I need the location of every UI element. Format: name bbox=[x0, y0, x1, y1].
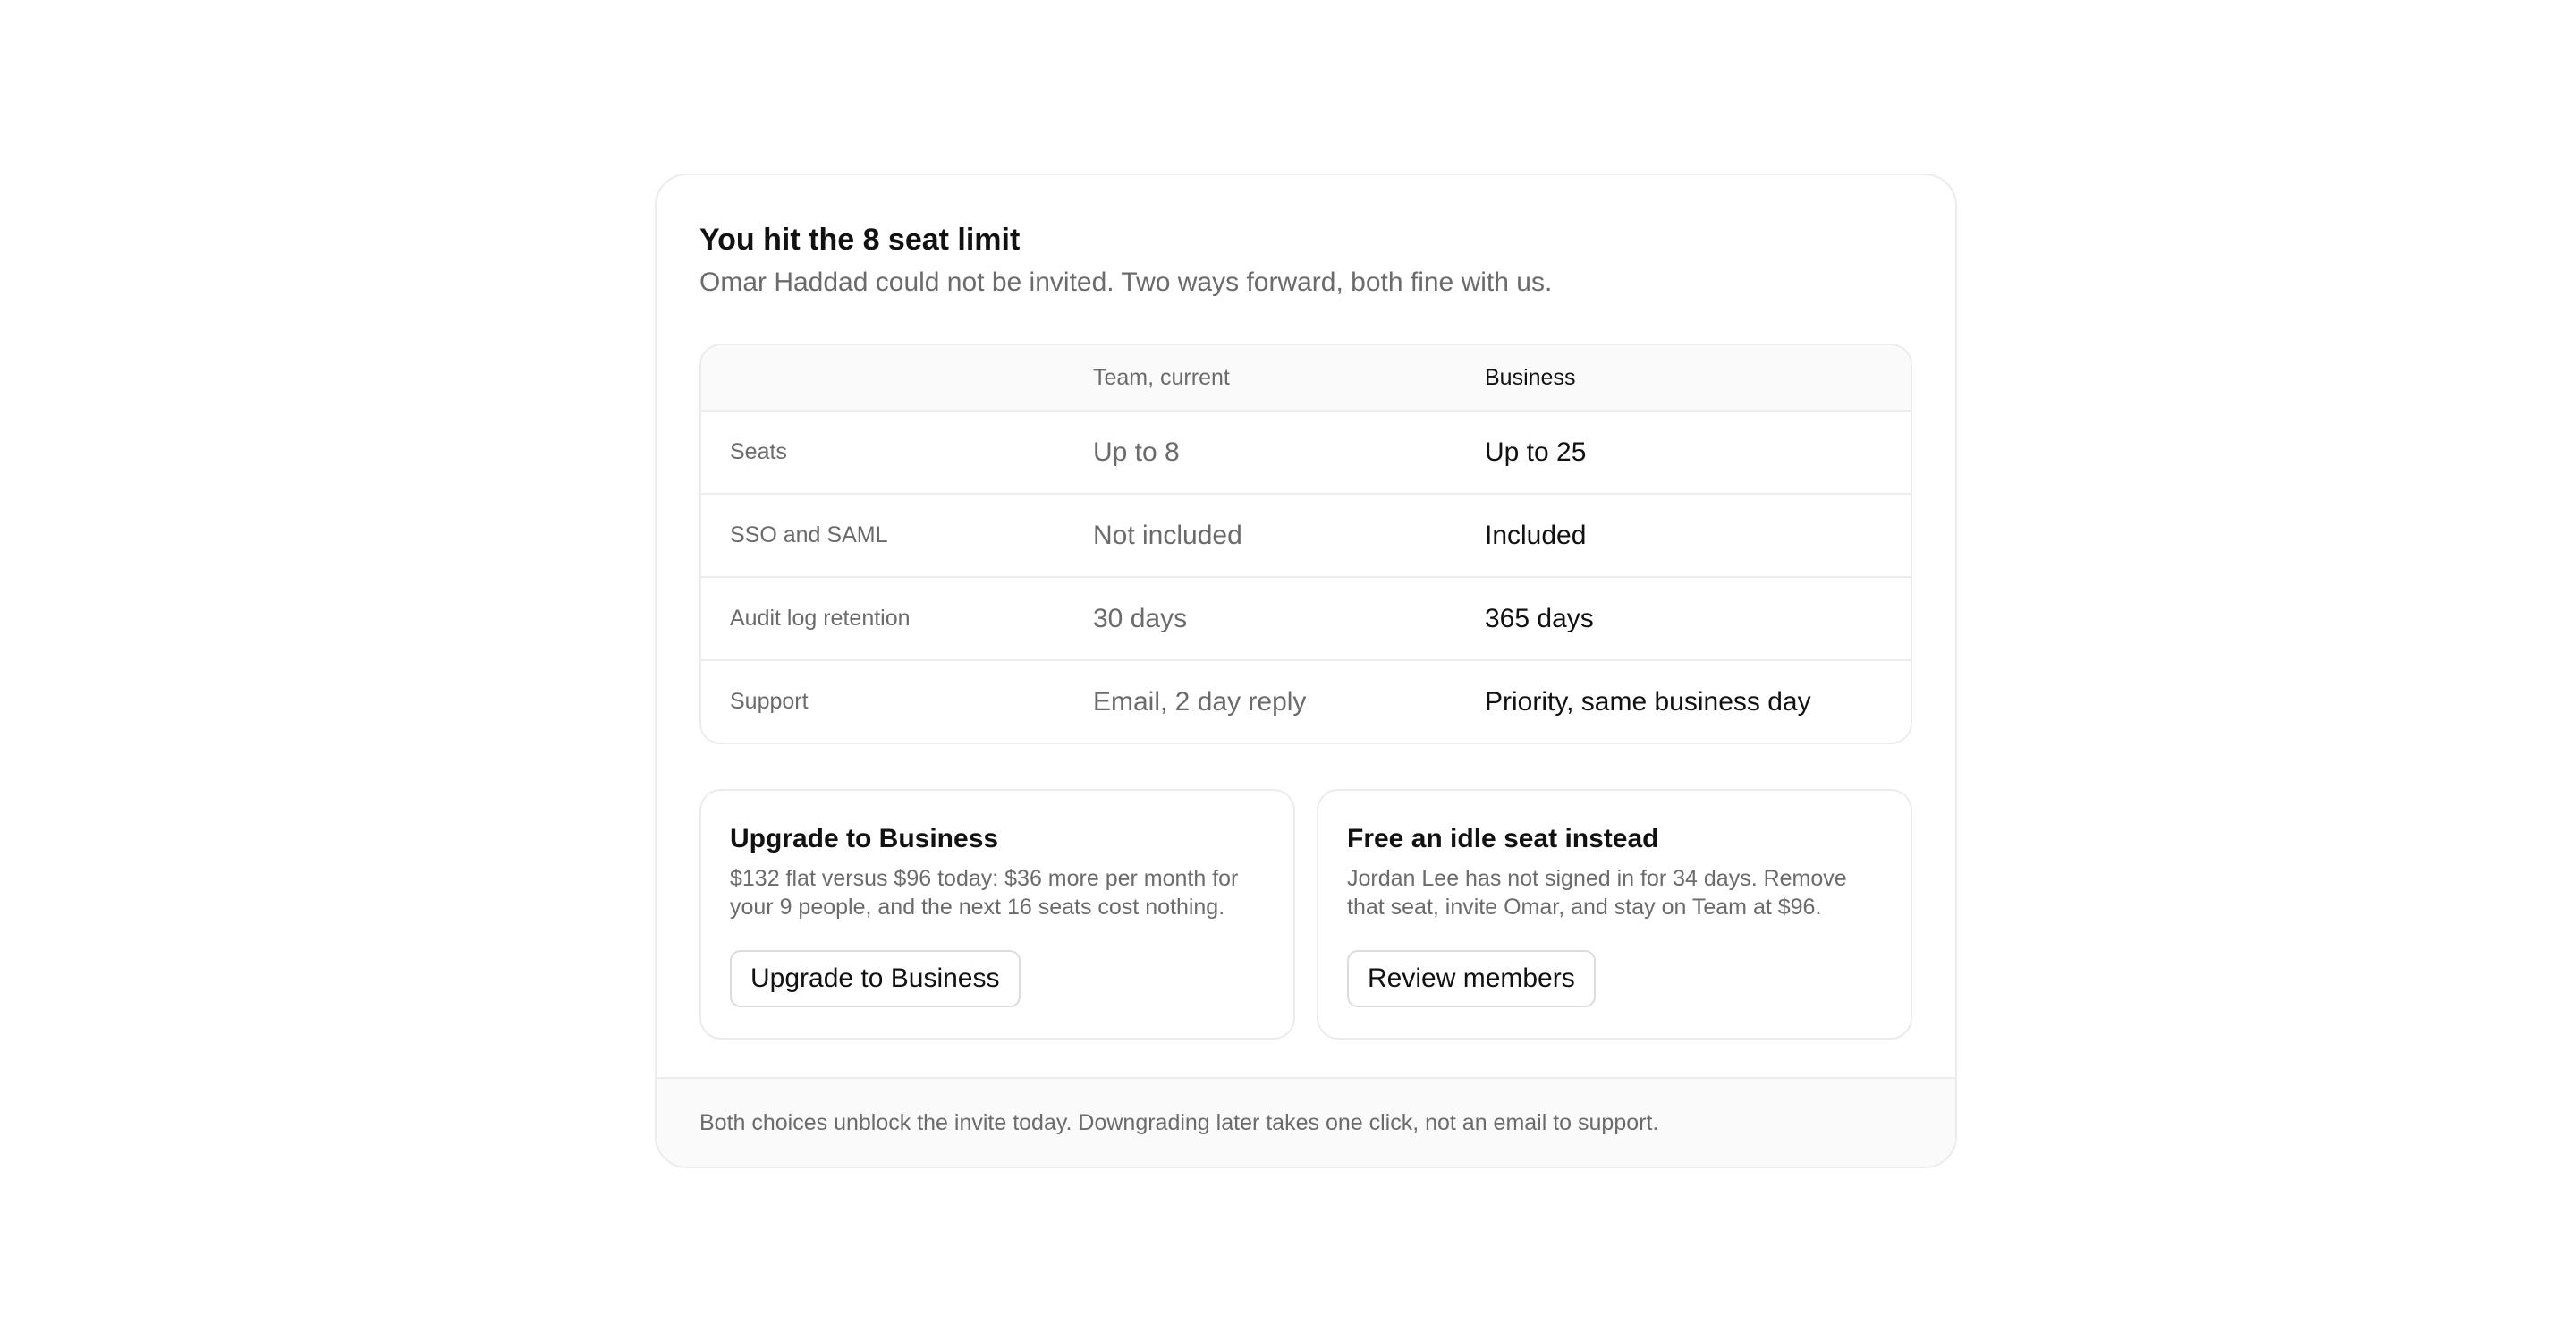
comparison-row-support bbox=[701, 659, 1911, 743]
column-header-business: Business bbox=[1485, 364, 1576, 390]
upgrade-option-description: $132 flat versus $96 today: $36 more per month for your 9 people, and the next 16 seats cost nothing. bbox=[730, 866, 1239, 920]
column-header-team-current: Team, current bbox=[1093, 364, 1230, 390]
row-label: SSO and SAML bbox=[730, 522, 888, 547]
free-seat-option-card bbox=[1317, 789, 1912, 1040]
row-business-value: Up to 25 bbox=[1485, 437, 1587, 467]
upgrade-to-business-button[interactable]: Upgrade to Business bbox=[730, 950, 1021, 1007]
row-current-value: Not included bbox=[1093, 520, 1242, 550]
plan-comparison-table bbox=[699, 344, 1912, 744]
footer-note: Both choices unblock the invite today. Downgrading later takes one click, not an email to support. bbox=[699, 1109, 1659, 1135]
page-title: You hit the 8 seat limit bbox=[699, 223, 1021, 257]
card-body bbox=[657, 175, 1955, 1040]
options-row bbox=[699, 789, 1912, 1040]
comparison-header-row bbox=[701, 345, 1911, 410]
upgrade-option-card bbox=[699, 789, 1295, 1040]
page-subtitle: Omar Haddad could not be invited. Two ways forward, both fine with us. bbox=[699, 267, 1553, 297]
card-footer bbox=[657, 1077, 1955, 1167]
row-current-value: 30 days bbox=[1093, 603, 1188, 633]
comparison-row-audit-log bbox=[701, 576, 1911, 659]
row-business-value: Priority, same business day bbox=[1485, 686, 1811, 717]
row-current-value: Email, 2 day reply bbox=[1093, 686, 1307, 717]
comparison-row-seats bbox=[701, 410, 1911, 493]
review-members-button[interactable]: Review members bbox=[1347, 950, 1596, 1007]
row-label: Support bbox=[730, 689, 809, 714]
free-seat-option-title: Free an idle seat instead bbox=[1347, 824, 1659, 853]
free-seat-option-description: Jordan Lee has not signed in for 34 days. Remove that seat, invite Omar, and stay on Team at $96. bbox=[1347, 866, 1847, 920]
row-current-value: Up to 8 bbox=[1093, 437, 1180, 467]
upgrade-option-title: Upgrade to Business bbox=[730, 824, 999, 853]
comparison-row-sso bbox=[701, 493, 1911, 576]
seat-limit-card bbox=[655, 174, 1957, 1168]
row-label: Seats bbox=[730, 439, 787, 464]
row-business-value: Included bbox=[1485, 520, 1587, 550]
row-label: Audit log retention bbox=[730, 606, 911, 631]
row-business-value: 365 days bbox=[1485, 603, 1594, 633]
